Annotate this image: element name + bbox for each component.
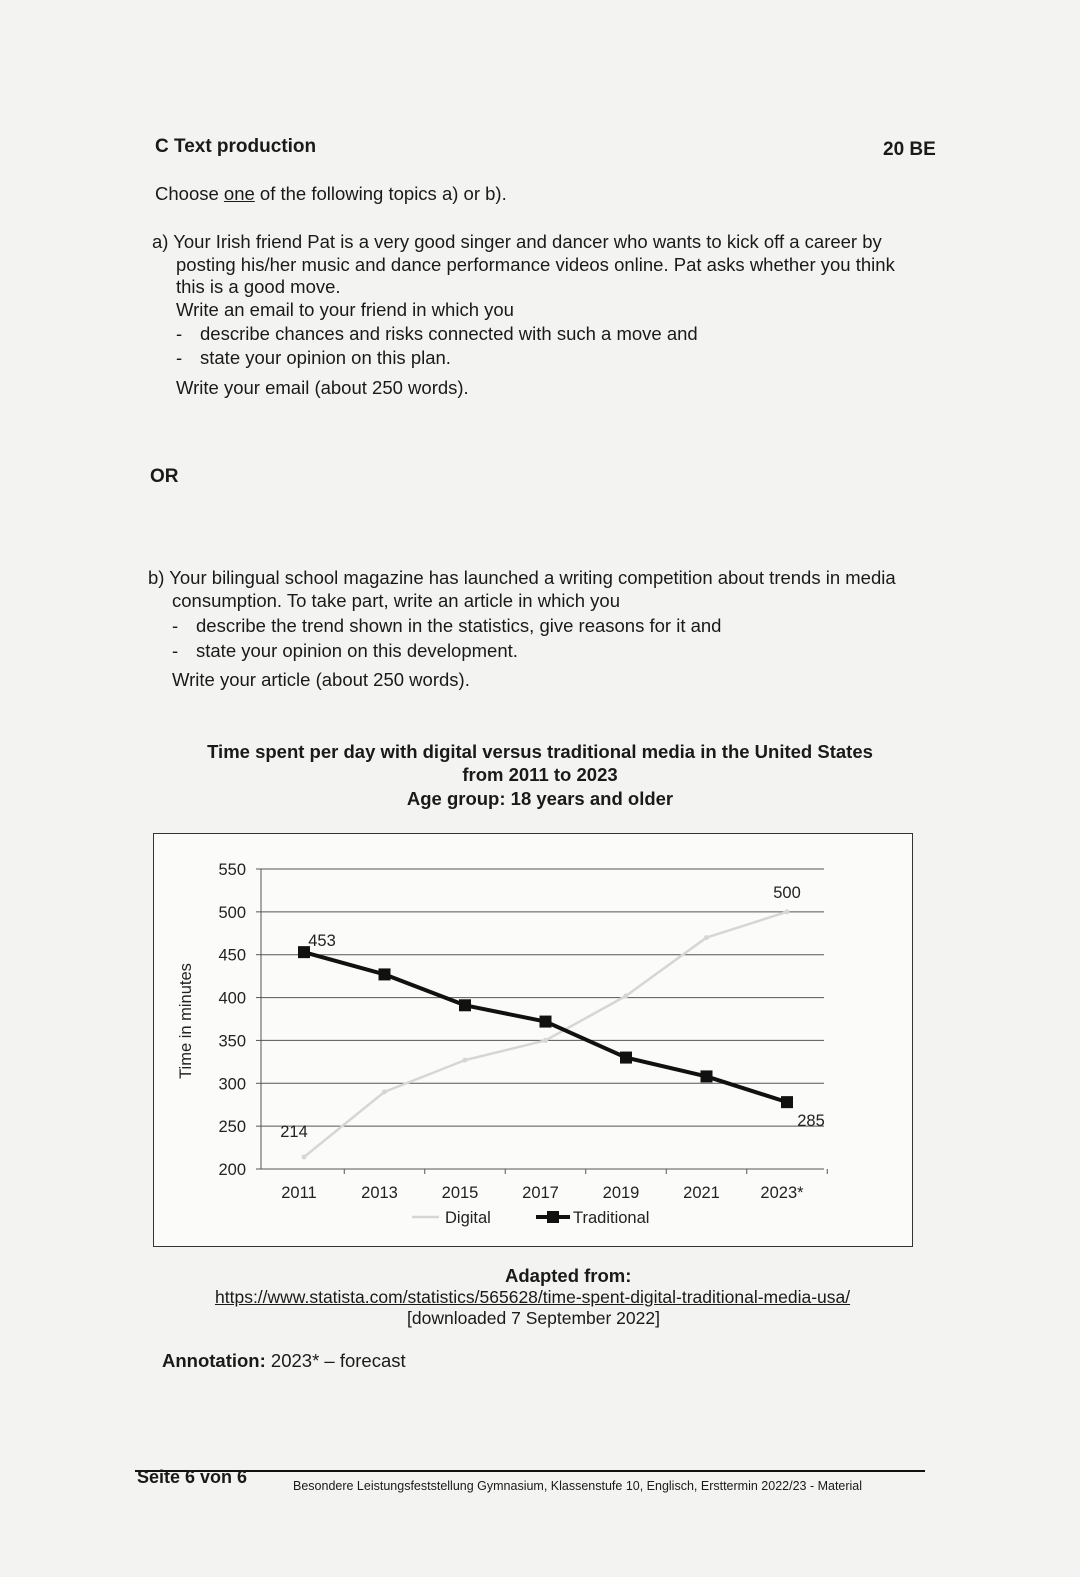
y-axis-title: Time in minutes (177, 963, 195, 1079)
data-point-digital (785, 909, 790, 914)
data-point-traditional (781, 1096, 793, 1108)
topic-b-bullet2: state your opinion on this development. (196, 640, 518, 661)
intro-text (155, 182, 507, 205)
data-point-traditional (620, 1052, 632, 1064)
footer-rule (135, 1470, 925, 1472)
data-label-traditional: 285 (797, 1112, 825, 1131)
or-label: OR (150, 466, 179, 487)
bullet-marker: - (172, 640, 179, 661)
data-point-traditional (701, 1070, 713, 1082)
topic-b-bullet1: describe the trend shown in the statistics, give reasons for it and (196, 615, 722, 636)
bullet-marker: - (176, 323, 183, 344)
chart-title-line1: Time spent per day with digital versus traditional media in the United States (207, 741, 873, 762)
y-tick-label: 500 (218, 903, 246, 922)
source-url[interactable]: https://www.statista.com/statistics/565628/time-spent-digital-traditional-media-usa/ (215, 1287, 851, 1307)
chart-title-line3: Age group: 18 years and older (406, 788, 674, 809)
bullet-marker: - (176, 347, 183, 368)
data-point-digital (463, 1058, 468, 1063)
topic-b-line1: b) Your bilingual school magazine has launched a writing competition about trends in media (148, 567, 896, 588)
topic-a-line3: this is a good move. (176, 276, 341, 297)
topic-b-line2: consumption. To take part, write an article in which you (172, 590, 620, 611)
intro-suffix: of the following topics a) or b). (254, 183, 507, 204)
data-label-traditional: 453 (308, 932, 336, 951)
y-tick-label: 200 (218, 1161, 246, 1179)
intro-underlined: one (223, 183, 255, 204)
series-line-digital (304, 912, 787, 1157)
x-tick-label: 2021 (683, 1184, 720, 1202)
chart-title-line2: from 2011 to 2023 (462, 764, 618, 785)
points-label: 20 BE (883, 139, 936, 160)
source-downloaded: [downloaded 7 September 2022] (407, 1308, 660, 1328)
topic-a-line2: posting his/her music and dance performance videos online. Pat asks whether you think (176, 254, 895, 275)
line-chart (154, 834, 914, 1248)
intro-prefix: Choose (155, 183, 224, 204)
data-point-traditional (459, 999, 471, 1011)
legend-marker-traditional (547, 1211, 559, 1223)
footer-text: Besondere Leistungsfeststellung Gymnasium, Klassenstufe 10, Englisch, Ersttermin 2022/23 - Material (293, 1479, 863, 1493)
data-point-digital (704, 935, 709, 940)
data-point-traditional (379, 968, 391, 980)
topic-b-closing: Write your article (about 250 words). (172, 669, 470, 690)
x-tick-label: 2023* (760, 1184, 804, 1202)
y-tick-label: 300 (218, 1075, 246, 1094)
bullet-marker: - (172, 615, 179, 636)
y-tick-label: 350 (218, 1032, 246, 1051)
x-tick-label: 2019 (602, 1184, 640, 1202)
legend-label-traditional: Traditional (573, 1209, 650, 1227)
data-point-traditional (540, 1016, 552, 1028)
data-label-digital: 214 (280, 1123, 308, 1141)
annotation-label: Annotation: (162, 1350, 266, 1371)
data-point-digital (543, 1038, 548, 1043)
x-tick-label: 2011 (281, 1184, 317, 1202)
data-point-digital (624, 993, 629, 998)
source-label: Adapted from: (505, 1265, 632, 1286)
legend-label-digital: Digital (445, 1209, 491, 1227)
topic-a-bullet1: describe chances and risks connected with such a move and (200, 323, 698, 344)
data-label-digital: 500 (773, 883, 801, 902)
data-point-digital (382, 1089, 387, 1094)
topic-a-line4: Write an email to your friend in which you (176, 299, 514, 320)
topic-a-bullet2: state your opinion on this plan. (200, 347, 451, 368)
y-tick-label: 550 (218, 861, 246, 879)
footer-page-number: Seite 6 von 6 (137, 1467, 248, 1487)
section-title: C Text production (155, 136, 317, 157)
y-tick-label: 250 (218, 1118, 246, 1137)
x-tick-label: 2017 (522, 1184, 559, 1202)
chart-frame (153, 833, 913, 1247)
topic-a-closing: Write your email (about 250 words). (176, 377, 469, 398)
y-tick-label: 450 (218, 946, 246, 965)
annotation-text: 2023* – forecast (265, 1350, 406, 1371)
x-tick-label: 2015 (441, 1184, 479, 1202)
data-point-digital (302, 1155, 307, 1160)
topic-a-line1: a) Your Irish friend Pat is a very good singer and dancer who wants to kick off a career by (152, 231, 882, 252)
x-tick-label: 2013 (361, 1184, 398, 1202)
y-tick-label: 400 (218, 989, 246, 1008)
annotation (162, 1349, 406, 1372)
